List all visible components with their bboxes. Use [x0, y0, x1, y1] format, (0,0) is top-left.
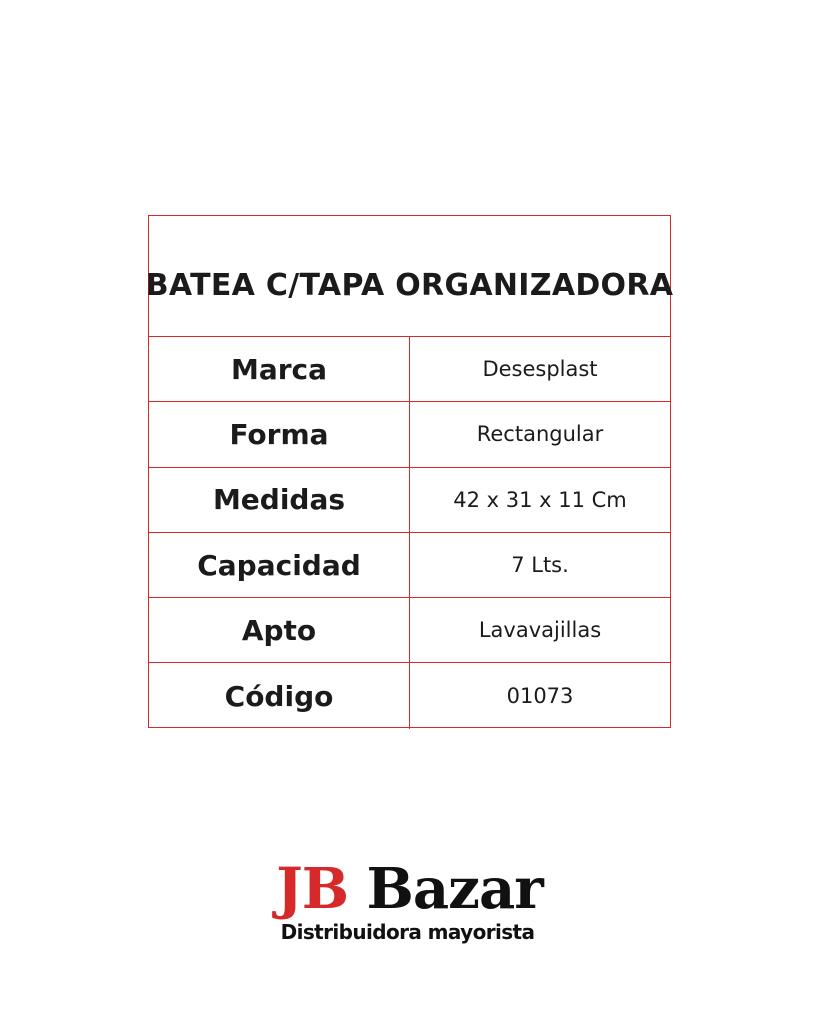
brand-name-jb: JB — [276, 856, 349, 922]
spec-value: Rectangular — [476, 422, 604, 447]
spec-value: Lavavajillas — [478, 618, 602, 643]
spec-row-forma — [149, 402, 670, 467]
spec-row-marca — [149, 337, 670, 402]
spec-table — [145, 215, 674, 728]
product-title: BATEA C/TAPA ORGANIZADORA — [149, 216, 670, 337]
spec-row-medidas — [149, 468, 670, 533]
spec-label: Marca — [149, 337, 410, 401]
spec-row-capacidad — [149, 533, 670, 598]
brand-tagline: Distribuidora mayorista — [280, 920, 535, 944]
brand-name-bazar: Bazar — [366, 856, 543, 922]
spec-label: Medidas — [149, 468, 410, 532]
spec-label: Código — [149, 663, 410, 728]
spec-label: Forma — [149, 402, 410, 466]
spec-value: Desesplast — [482, 357, 598, 382]
spec-row-codigo — [149, 663, 670, 728]
brand-logo — [0, 858, 819, 944]
spec-value: 7 Lts. — [511, 553, 569, 578]
spec-row-apto — [149, 598, 670, 663]
spec-label: Capacidad — [149, 533, 410, 597]
brand-name — [0, 858, 819, 920]
spec-value: 42 x 31 x 11 Cm — [453, 487, 627, 512]
spec-value: 01073 — [506, 684, 574, 709]
spec-label: Apto — [149, 598, 410, 662]
